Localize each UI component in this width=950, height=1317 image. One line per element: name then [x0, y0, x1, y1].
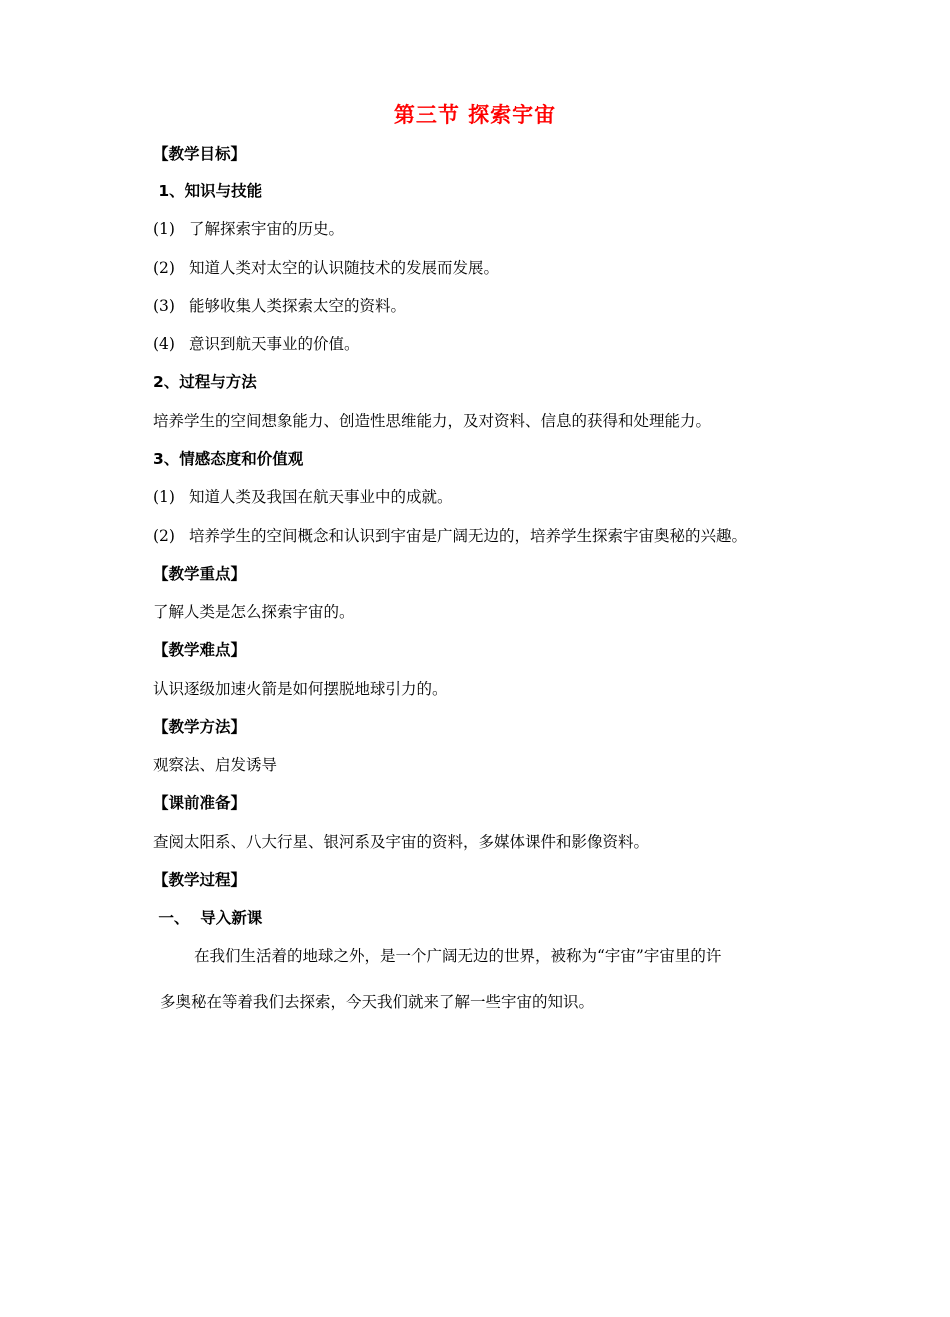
preparation-heading: 【课前准备】 [153, 794, 247, 812]
intro-paragraph-line: 在我们生活着的地球之外，是一个广阔无边的世界，被称为“宇宙”宇宙里的许 [194, 947, 722, 965]
item-text: 知道人类及我国在航天事业中的成就。 [189, 488, 453, 506]
item-text: 能够收集人类探索太空的资料。 [189, 297, 407, 315]
difficulties-heading: 【教学难点】 [153, 641, 247, 659]
emotion-item [153, 487, 453, 507]
preparation-text: 查阅太阳系、八大行星、银河系及宇宙的资料，多媒体课件和影像资料。 [153, 833, 650, 851]
process-method-heading: 2、过程与方法 [153, 373, 257, 391]
emotion-item [153, 526, 747, 546]
knowledge-item [153, 296, 406, 316]
item-number: (1) [153, 488, 175, 506]
teaching-goals-heading: 【教学目标】 [153, 145, 247, 163]
item-number: (4) [153, 335, 175, 353]
item-number: (1) [153, 220, 175, 238]
item-text: 培养学生的空间概念和认识到宇宙是广阔无边的，培养学生探索宇宙奥秘的兴趣。 [189, 527, 748, 545]
item-text: 意识到航天事业的价值。 [189, 335, 360, 353]
knowledge-item [153, 334, 360, 354]
item-text: 知道人类对太空的认识随技术的发展而发展。 [189, 259, 500, 277]
process-method-text: 培养学生的空间想象能力、创造性思维能力，及对资料、信息的获得和处理能力。 [153, 412, 712, 430]
emotion-values-heading: 3、情感态度和价值观 [153, 450, 304, 468]
item-text: 了解探索宇宙的历史。 [189, 220, 345, 238]
key-points-heading: 【教学重点】 [153, 565, 247, 583]
intro-paragraph-line: 多奥秘在等着我们去探索，今天我们就来了解一些宇宙的知识。 [160, 993, 595, 1011]
intro-section-heading: 一、 导入新课 [153, 909, 263, 927]
teaching-process-heading: 【教学过程】 [153, 871, 247, 889]
knowledge-item [153, 258, 499, 278]
methods-heading: 【教学方法】 [153, 718, 247, 736]
knowledge-item [153, 219, 344, 239]
item-number: (2) [153, 527, 175, 545]
item-number: (3) [153, 297, 175, 315]
difficulties-text: 认识逐级加速火箭是如何摆脱地球引力的。 [153, 680, 448, 698]
document-title: 第三节 探索宇宙 [393, 103, 557, 127]
knowledge-skills-heading: 1、知识与技能 [153, 182, 263, 200]
methods-text: 观察法、启发诱导 [153, 756, 278, 774]
item-number: (2) [153, 259, 175, 277]
key-points-text: 了解人类是怎么探索宇宙的。 [153, 603, 355, 621]
